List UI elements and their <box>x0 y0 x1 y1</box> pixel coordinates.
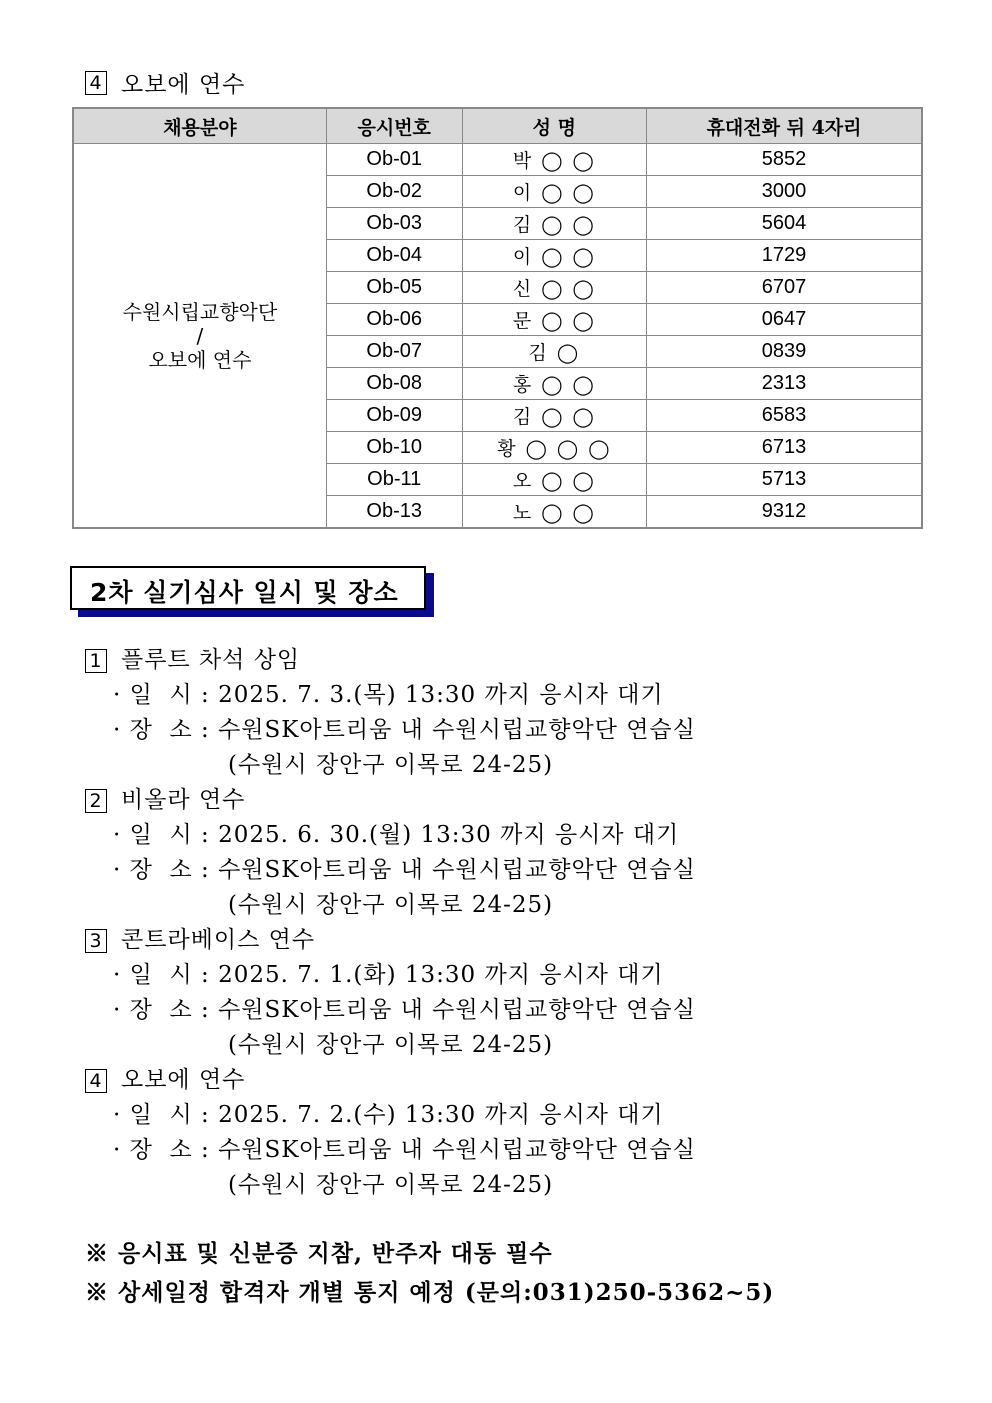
table-row <box>73 144 922 176</box>
cell-id: Ob-01 <box>326 144 462 176</box>
cell-phone: 9312 <box>647 496 922 529</box>
schedule-list <box>85 643 945 1203</box>
cell-phone: 5852 <box>647 144 922 176</box>
date-label: · 일 시 : <box>113 682 219 708</box>
schedule-title: 플루트 차석 상임 <box>121 647 301 673</box>
place-label: · 장 소 : <box>113 857 219 883</box>
schedule-date-line <box>85 818 945 853</box>
cell-name: 김 ◯ ◯ <box>462 208 647 240</box>
schedule-address: (수원시 장안구 이목로 24-25) <box>228 892 554 918</box>
cell-name: 김 ◯ <box>462 336 647 368</box>
schedule-address: (수원시 장안구 이목로 24-25) <box>228 752 554 778</box>
cell-id: Ob-05 <box>326 272 462 304</box>
cell-id: Ob-06 <box>326 304 462 336</box>
cell-phone: 5604 <box>647 208 922 240</box>
cell-phone: 6707 <box>647 272 922 304</box>
cell-id: Ob-11 <box>326 464 462 496</box>
cell-name: 문 ◯ ◯ <box>462 304 647 336</box>
cell-name: 이 ◯ ◯ <box>462 240 647 272</box>
cell-phone: 3000 <box>647 176 922 208</box>
note-1: ※ 응시표 및 신분증 지참, 반주자 대동 필수 <box>85 1240 553 1267</box>
place-text: 수원SK아트리움 내 수원시립교향악단 연습실 <box>218 1137 696 1163</box>
schedule-title: 콘트라베이스 연수 <box>121 927 316 953</box>
cell-id: Ob-08 <box>326 368 462 400</box>
schedule-item-title <box>85 643 945 678</box>
cell-id: Ob-02 <box>326 176 462 208</box>
field-text: / <box>196 323 204 348</box>
note-2: ※ 상세일정 합격자 개별 통지 예정 (문의:031)250-5362~5) <box>85 1279 775 1306</box>
date-text: 2025. 7. 1.(화) 13:30 까지 응시자 대기 <box>218 962 664 988</box>
cell-id: Ob-09 <box>326 400 462 432</box>
cell-name: 황 ◯ ◯ ◯ <box>462 432 647 464</box>
schedule-place-line <box>85 1133 945 1168</box>
cell-phone: 2313 <box>647 368 922 400</box>
list-section-heading <box>85 66 245 99</box>
schedule-number: 3 <box>85 929 107 953</box>
cell-id: Ob-03 <box>326 208 462 240</box>
date-label: · 일 시 : <box>113 822 219 848</box>
place-text: 수원SK아트리움 내 수원시립교향악단 연습실 <box>218 857 696 883</box>
header-phone: 휴대전화 뒤 4자리 <box>647 108 922 144</box>
cell-phone: 6583 <box>647 400 922 432</box>
header-field: 채용분야 <box>73 108 326 144</box>
cell-name: 홍 ◯ ◯ <box>462 368 647 400</box>
cell-name: 오 ◯ ◯ <box>462 464 647 496</box>
cell-id: Ob-10 <box>326 432 462 464</box>
cell-name: 이 ◯ ◯ <box>462 176 647 208</box>
schedule-number: 2 <box>85 789 107 813</box>
schedule-number: 4 <box>85 1069 107 1093</box>
schedule-date-line <box>85 1098 945 1133</box>
schedule-item-title <box>85 783 945 818</box>
schedule-place-line <box>85 713 945 748</box>
header-name: 성 명 <box>462 108 647 144</box>
applicant-table <box>72 107 923 529</box>
date-label: · 일 시 : <box>113 1102 219 1128</box>
table-header-row <box>73 108 922 144</box>
cell-phone: 6713 <box>647 432 922 464</box>
cell-name: 김 ◯ ◯ <box>462 400 647 432</box>
place-text: 수원SK아트리움 내 수원시립교향악단 연습실 <box>218 997 696 1023</box>
date-label: · 일 시 : <box>113 962 219 988</box>
schedule-address: (수원시 장안구 이목로 24-25) <box>228 1032 554 1058</box>
schedule-title: 비올라 연수 <box>121 787 246 813</box>
schedule-item-title <box>85 1063 945 1098</box>
cell-id: Ob-13 <box>326 496 462 529</box>
cell-name: 노 ◯ ◯ <box>462 496 647 529</box>
cell-phone: 0839 <box>647 336 922 368</box>
schedule-date-line <box>85 958 945 993</box>
cell-name: 박 ◯ ◯ <box>462 144 647 176</box>
schedule-place-line <box>85 853 945 888</box>
schedule-number: 1 <box>85 649 107 673</box>
cell-id: Ob-04 <box>326 240 462 272</box>
cell-phone: 5713 <box>647 464 922 496</box>
date-text: 2025. 7. 3.(목) 13:30 까지 응시자 대기 <box>218 682 664 708</box>
schedule-place-line <box>85 993 945 1028</box>
schedule-title: 오보에 연수 <box>121 1067 246 1093</box>
cell-phone: 1729 <box>647 240 922 272</box>
schedule-address: (수원시 장안구 이목로 24-25) <box>228 1172 554 1198</box>
schedule-item-title <box>85 923 945 958</box>
place-label: · 장 소 : <box>113 1137 219 1163</box>
banner-title: 2차 실기심사 일시 및 장소 <box>90 578 399 607</box>
cell-name: 신 ◯ ◯ <box>462 272 647 304</box>
place-label: · 장 소 : <box>113 717 219 743</box>
place-text: 수원SK아트리움 내 수원시립교향악단 연습실 <box>218 717 696 743</box>
field-text: 수원시립교향악단 <box>122 299 278 324</box>
field-cell <box>73 144 326 529</box>
cell-phone: 0647 <box>647 304 922 336</box>
cell-id: Ob-07 <box>326 336 462 368</box>
header-id: 응시번호 <box>326 108 462 144</box>
place-label: · 장 소 : <box>113 997 219 1023</box>
date-text: 2025. 7. 2.(수) 13:30 까지 응시자 대기 <box>218 1102 664 1128</box>
schedule-banner <box>70 566 426 610</box>
date-text: 2025. 6. 30.(월) 13:30 까지 응시자 대기 <box>218 822 680 848</box>
schedule-date-line <box>85 678 945 713</box>
field-text: 오보에 연수 <box>148 347 252 372</box>
section-title: 오보에 연수 <box>121 72 246 98</box>
section-number: 4 <box>85 71 107 95</box>
